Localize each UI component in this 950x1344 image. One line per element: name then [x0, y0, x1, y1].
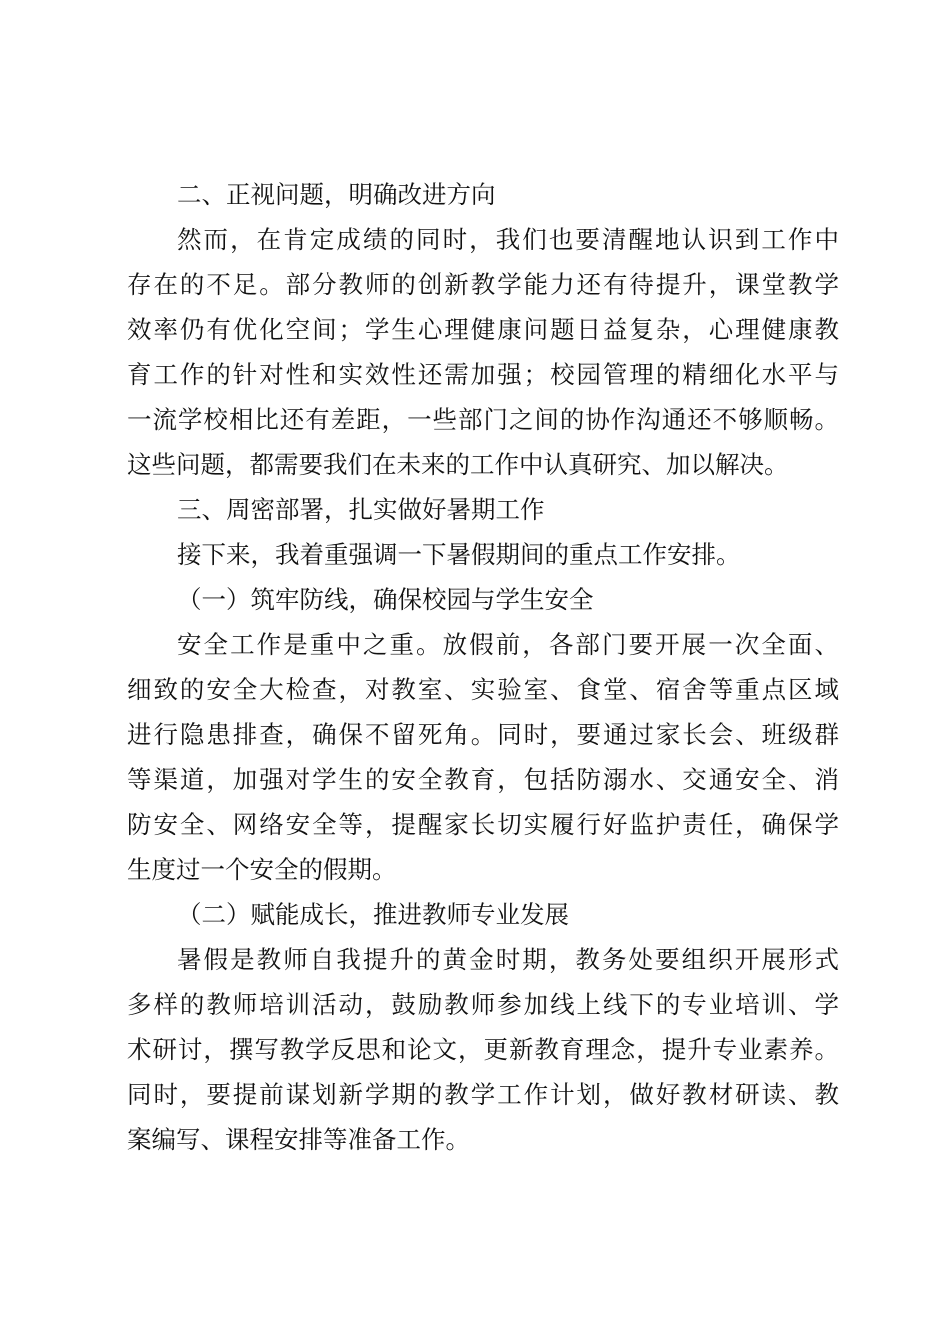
section-heading: 二、正视问题，明确改进方向: [177, 180, 496, 209]
paragraph-line: 多样的教师培训活动，鼓励教师参加线上线下的专业培训、学: [127, 990, 839, 1019]
paragraph-line: 然而，在肯定成绩的同时，我们也要清醒地认识到工作中: [177, 225, 839, 254]
paragraph-line: 暑假是教师自我提升的黄金时期，教务处要组织开展形式: [177, 945, 839, 974]
paragraph-line: 育工作的针对性和实效性还需加强；校园管理的精细化水平与: [127, 360, 839, 389]
subsection-heading: （一）筑牢防线，确保校园与学生安全: [177, 585, 594, 614]
paragraph-line: 等渠道，加强对学生的安全教育，包括防溺水、交通安全、消: [127, 765, 839, 794]
paragraph-line: 效率仍有优化空间；学生心理健康问题日益复杂，心理健康教: [127, 315, 839, 344]
paragraph-line: 生度过一个安全的假期。: [127, 855, 397, 884]
paragraph-line: 案编写、课程安排等准备工作。: [127, 1125, 470, 1154]
paragraph: [127, 622, 839, 892]
section-heading: 三、周密部署，扎实做好暑期工作: [177, 495, 545, 524]
paragraph-line: 存在的不足。部分教师的创新教学能力还有待提升，课堂教学: [127, 270, 839, 299]
paragraph: [127, 217, 839, 487]
paragraph-line: 防安全、网络安全等，提醒家长切实履行好监护责任，确保学: [127, 810, 839, 839]
paragraph-line: 安全工作是重中之重。放假前，各部门要开展一次全面、: [177, 630, 839, 659]
paragraph-line: 一流学校相比还有差距，一些部门之间的协作沟通还不够顺畅。: [127, 405, 839, 434]
paragraph-line: 接下来，我着重强调一下暑假期间的重点工作安排。: [177, 540, 741, 569]
paragraph: [127, 937, 839, 1162]
paragraph-line: 同时，要提前谋划新学期的教学工作计划，做好教材研读、教: [127, 1080, 839, 1109]
paragraph: [127, 532, 839, 577]
document-page: [127, 172, 839, 1162]
paragraph-line: 这些问题，都需要我们在未来的工作中认真研究、加以解决。: [127, 450, 789, 479]
paragraph-line: 术研讨，撰写教学反思和论文，更新教育理念，提升专业素养。: [127, 1035, 839, 1064]
subsection-heading: （二）赋能成长，推进教师专业发展: [177, 900, 569, 929]
paragraph-line: 进行隐患排查，确保不留死角。同时，要通过家长会、班级群: [127, 720, 839, 749]
paragraph-line: 细致的安全大检查，对教室、实验室、食堂、宿舍等重点区域: [127, 675, 839, 704]
